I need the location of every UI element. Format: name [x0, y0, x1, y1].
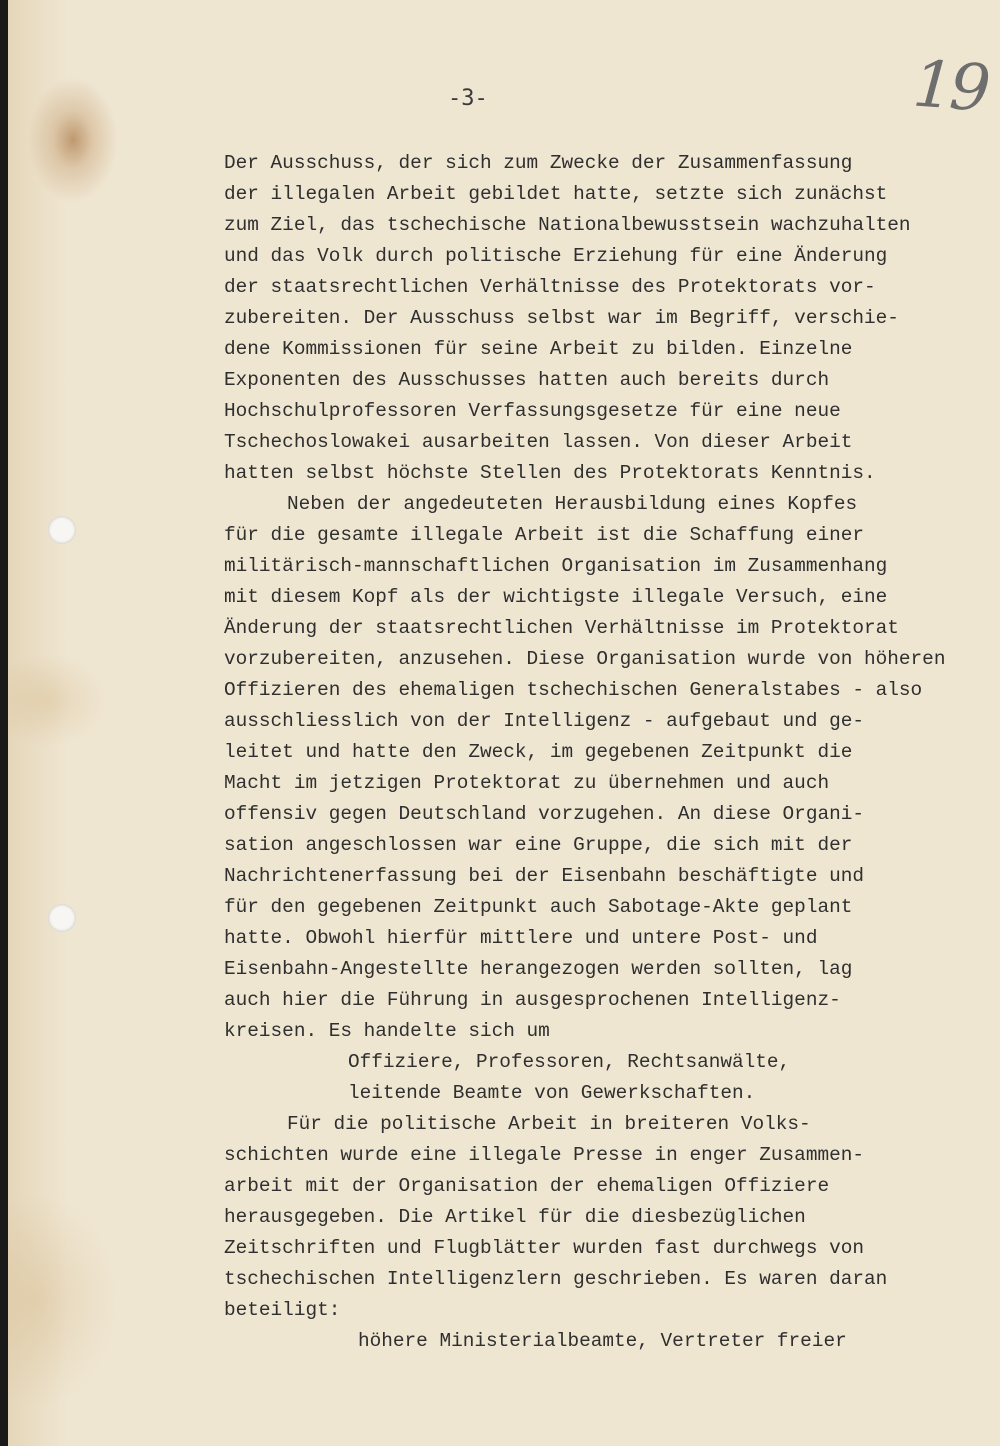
- text-line: und das Volk durch politische Erziehung für eine Änderung: [224, 245, 888, 267]
- text-line: schichten wurde eine illegale Presse in enger Zusammen-: [224, 1144, 864, 1166]
- text-line: Offiziere, Professoren, Rechtsanwälte,: [348, 1051, 791, 1073]
- text-line: tschechischen Intelligenzlern geschrieben. Es waren daran: [224, 1268, 888, 1290]
- handwritten-folio-number: 19: [910, 47, 989, 127]
- typewritten-body: [224, 148, 945, 1357]
- punch-hole-top: [48, 516, 76, 544]
- text-line: auch hier die Führung in ausgesprochenen Intelligenz-: [224, 989, 841, 1011]
- text-line: Nachrichtenerfassung bei der Eisenbahn beschäftigte und: [224, 865, 864, 887]
- text-line: leitet und hatte den Zweck, im gegebenen Zeitpunkt die: [224, 741, 853, 763]
- text-line: arbeit mit der Organisation der ehemaligen Offiziere: [224, 1175, 830, 1197]
- text-line: sation angeschlossen war eine Gruppe, die sich mit der: [224, 834, 853, 856]
- text-line: höhere Ministerialbeamte, Vertreter freier: [358, 1330, 847, 1352]
- text-line: für die gesamte illegale Arbeit ist die Schaffung einer: [224, 524, 864, 546]
- text-line: herausgegeben. Die Artikel für die diesbezüglichen: [224, 1206, 806, 1228]
- text-line: leitende Beamte von Gewerkschaften.: [348, 1082, 756, 1104]
- text-line: Tschechoslowakei ausarbeiten lassen. Von dieser Arbeit: [224, 431, 853, 453]
- text-line: der illegalen Arbeit gebildet hatte, setzte sich zunächst: [224, 183, 888, 205]
- text-line: Eisenbahn-Angestellte herangezogen werden sollten, lag: [224, 958, 853, 980]
- text-line: hatte. Obwohl hierfür mittlere und untere Post- und: [224, 927, 818, 949]
- punch-hole-bottom: [48, 904, 76, 932]
- text-line: der staatsrechtlichen Verhältnisse des Protektorats vor-: [224, 276, 876, 298]
- text-line: Exponenten des Ausschusses hatten auch bereits durch: [224, 369, 830, 391]
- page-number: -3-: [448, 86, 488, 111]
- text-line: hatten selbst höchste Stellen des Protektorats Kenntnis.: [224, 462, 876, 484]
- text-line: zubereiten. Der Ausschuss selbst war im Begriff, verschie-: [224, 307, 899, 329]
- text-line: beteiligt:: [224, 1299, 341, 1321]
- text-line: Zeitschriften und Flugblätter wurden fast durchwegs von: [224, 1237, 864, 1259]
- text-line: militärisch-mannschaftlichen Organisation im Zusammenhang: [224, 555, 888, 577]
- text-line: vorzubereiten, anzusehen. Diese Organisation wurde von höheren: [224, 648, 946, 670]
- text-line: dene Kommissionen für seine Arbeit zu bilden. Einzelne: [224, 338, 853, 360]
- text-line: Für die politische Arbeit in breiteren Volks-: [287, 1113, 811, 1135]
- text-line: zum Ziel, das tschechische Nationalbewusstsein wachzuhalten: [224, 214, 911, 236]
- text-line: kreisen. Es handelte sich um: [224, 1020, 550, 1042]
- text-line: mit diesem Kopf als der wichtigste illegale Versuch, eine: [224, 586, 888, 608]
- text-line: Neben der angedeuteten Herausbildung eines Kopfes: [287, 493, 858, 515]
- text-line: Offizieren des ehemaligen tschechischen Generalstabes - also: [224, 679, 923, 701]
- text-line: Der Ausschuss, der sich zum Zwecke der Zusammenfassung: [224, 152, 853, 174]
- document-page: [8, 0, 1000, 1446]
- text-line: Änderung der staatsrechtlichen Verhältnisse im Protektorat: [224, 617, 899, 639]
- text-line: für den gegebenen Zeitpunkt auch Sabotage-Akte geplant: [224, 896, 853, 918]
- text-line: Hochschulprofessoren Verfassungsgesetze für eine neue: [224, 400, 841, 422]
- text-line: Macht im jetzigen Protektorat zu übernehmen und auch: [224, 772, 830, 794]
- text-line: ausschliesslich von der Intelligenz - aufgebaut und ge-: [224, 710, 864, 732]
- text-line: offensiv gegen Deutschland vorzugehen. An diese Organi-: [224, 803, 864, 825]
